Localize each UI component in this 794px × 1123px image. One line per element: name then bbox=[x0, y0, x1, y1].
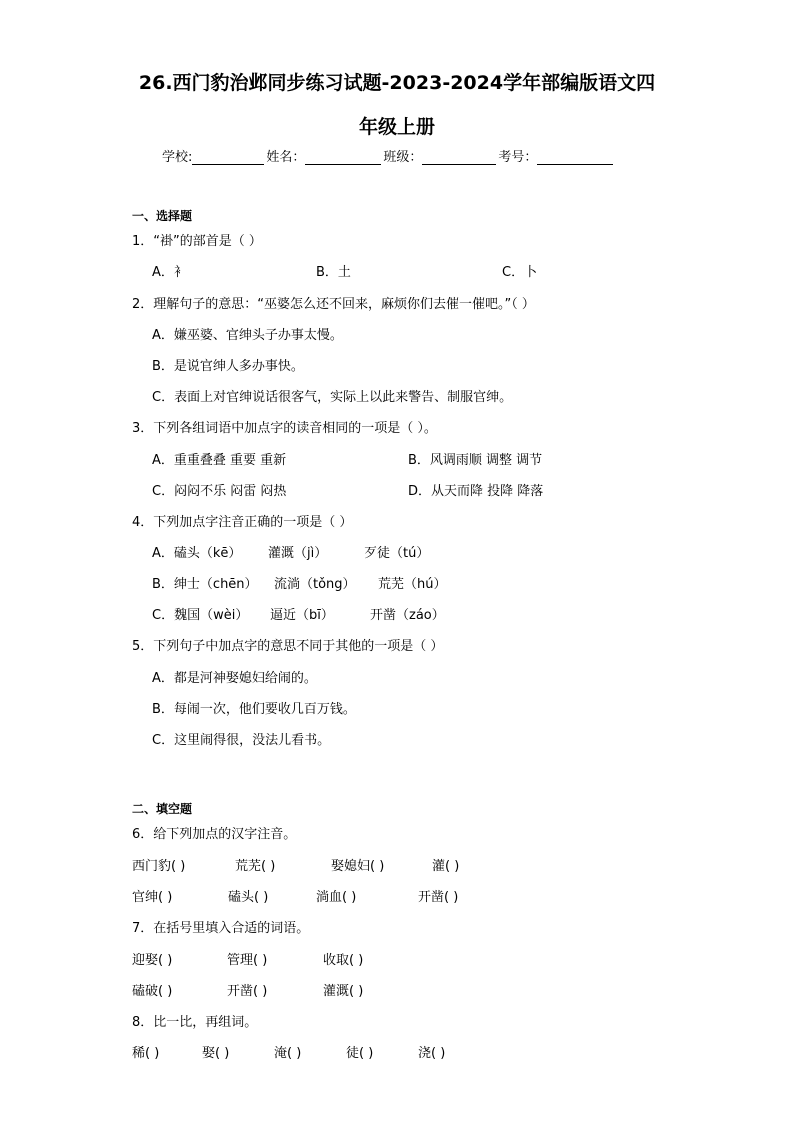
q6-stem: 6．给下列加点的汉字注音。 bbox=[132, 827, 297, 842]
q8-blank-xi[interactable]: 稀( ) bbox=[132, 1046, 160, 1061]
q4-option-c-item3: 开凿（záo） bbox=[370, 608, 445, 623]
q4-option-b-item3: 荒芜（hú） bbox=[378, 577, 447, 592]
name-field bbox=[266, 146, 383, 165]
q4-option-c-item1: C．魏国（wèi） bbox=[152, 608, 249, 623]
q2-stem: 2．理解句子的意思：“巫婆怎么还不回来，麻烦你们去催一催吧。”（ ） bbox=[132, 297, 535, 312]
q5-option-b[interactable]: B．每闹一次，他们要收几百万钱。 bbox=[152, 702, 356, 717]
q8-blank-yan[interactable]: 淹( ) bbox=[274, 1046, 302, 1061]
q7-blank-shouqu[interactable]: 收取( ) bbox=[323, 953, 364, 968]
q3-option-d[interactable]: D．从天而降 投降 降落 bbox=[408, 484, 544, 499]
q6-blank-guan[interactable]: 灌( ) bbox=[432, 859, 460, 874]
page-title-line2: 年级上册 bbox=[358, 116, 435, 138]
q7-blank-guangai[interactable]: 灌溉( ) bbox=[323, 984, 364, 999]
q6-blank-guanshen[interactable]: 官绅( ) bbox=[132, 890, 173, 905]
class-blank[interactable] bbox=[422, 150, 496, 165]
student-info-line bbox=[162, 146, 615, 165]
q8-blank-jiao[interactable]: 浇( ) bbox=[418, 1046, 446, 1061]
q1-stem: 1．“褂”的部首是（ ） bbox=[132, 234, 262, 249]
q1-option-b[interactable]: B．土 bbox=[316, 265, 351, 280]
q8-blank-qu[interactable]: 娶( ) bbox=[202, 1046, 230, 1061]
q1-option-a[interactable]: A．衤 bbox=[152, 265, 187, 280]
section-fill-in-title: 二、填空题 bbox=[132, 802, 193, 816]
q7-blank-guanli[interactable]: 管理( ) bbox=[227, 953, 268, 968]
q3-stem: 3．下列各组词语中加点字的读音相同的一项是（ ）。 bbox=[132, 421, 437, 436]
q8-stem: 8．比一比，再组词。 bbox=[132, 1015, 258, 1030]
q4-option-a-item3: 歹徒（tú） bbox=[364, 546, 430, 561]
q3-option-a[interactable]: A．重重叠叠 重要 重新 bbox=[152, 453, 287, 468]
q2-option-c[interactable]: C．表面上对官绅说话很客气，实际上以此来警告、制服官绅。 bbox=[152, 390, 513, 405]
q4-option-a-item1: A．磕头（kē） bbox=[152, 546, 242, 561]
q7-blank-yingqu[interactable]: 迎娶( ) bbox=[132, 953, 173, 968]
q4-option-b-item2: 流淌（tǒng） bbox=[274, 577, 356, 592]
q5-stem: 5．下列句子中加点字的意思不同于其他的一项是（ ） bbox=[132, 639, 444, 654]
q2-option-a[interactable]: A．嫌巫婆、官绅头子办事太慢。 bbox=[152, 328, 343, 343]
class-label: 班级： bbox=[383, 150, 423, 165]
q4-option-c-item2: 逼近（bī） bbox=[270, 608, 334, 623]
q6-blank-ximenbao[interactable]: 西门豹( ) bbox=[132, 859, 186, 874]
q6-blank-ketou[interactable]: 磕头( ) bbox=[228, 890, 269, 905]
school-blank[interactable] bbox=[192, 150, 264, 165]
q8-blank-tu[interactable]: 徒( ) bbox=[346, 1046, 374, 1061]
q3-option-c[interactable]: C．闷闷不乐 闷雷 闷热 bbox=[152, 484, 287, 499]
school-label: 学校: bbox=[162, 150, 193, 165]
q3-option-b[interactable]: B．风调雨顺 调整 调节 bbox=[408, 453, 543, 468]
q5-option-a[interactable]: A．都是河神娶媳妇给闹的。 bbox=[152, 671, 317, 686]
q6-blank-huangwu[interactable]: 荒芜( ) bbox=[235, 859, 276, 874]
q7-stem: 7．在括号里填入合适的词语。 bbox=[132, 921, 310, 936]
school-field bbox=[162, 146, 266, 165]
class-field bbox=[383, 146, 498, 165]
q4-stem: 4．下列加点字注音正确的一项是（ ） bbox=[132, 515, 353, 530]
exam-number-field bbox=[498, 146, 615, 165]
q6-blank-quxifu[interactable]: 娶媳妇( ) bbox=[331, 859, 385, 874]
q6-blank-kaizao[interactable]: 开凿( ) bbox=[418, 890, 459, 905]
name-label: 姓名： bbox=[266, 150, 306, 165]
section-multiple-choice-title: 一、选择题 bbox=[132, 209, 193, 223]
q7-blank-kaizao[interactable]: 开凿( ) bbox=[227, 984, 268, 999]
name-blank[interactable] bbox=[305, 150, 381, 165]
exam-number-blank[interactable] bbox=[537, 150, 613, 165]
exam-number-label: 考号： bbox=[498, 150, 538, 165]
page-title-line1: 26.西门豹治邺同步练习试题-2023-2024学年部编版语文四 bbox=[138, 72, 656, 94]
q5-option-c[interactable]: C．这里闹得很，没法儿看书。 bbox=[152, 733, 331, 748]
q7-blank-kepo[interactable]: 磕破( ) bbox=[132, 984, 173, 999]
q4-option-a-item2: 灌溉（jì） bbox=[268, 546, 328, 561]
q1-option-c[interactable]: C．卜 bbox=[502, 265, 538, 280]
q4-option-b-item1: B．绅士（chēn） bbox=[152, 577, 258, 592]
q2-option-b[interactable]: B．是说官绅人多办事快。 bbox=[152, 359, 304, 374]
q6-blank-tangxue[interactable]: 淌血( ) bbox=[316, 890, 357, 905]
